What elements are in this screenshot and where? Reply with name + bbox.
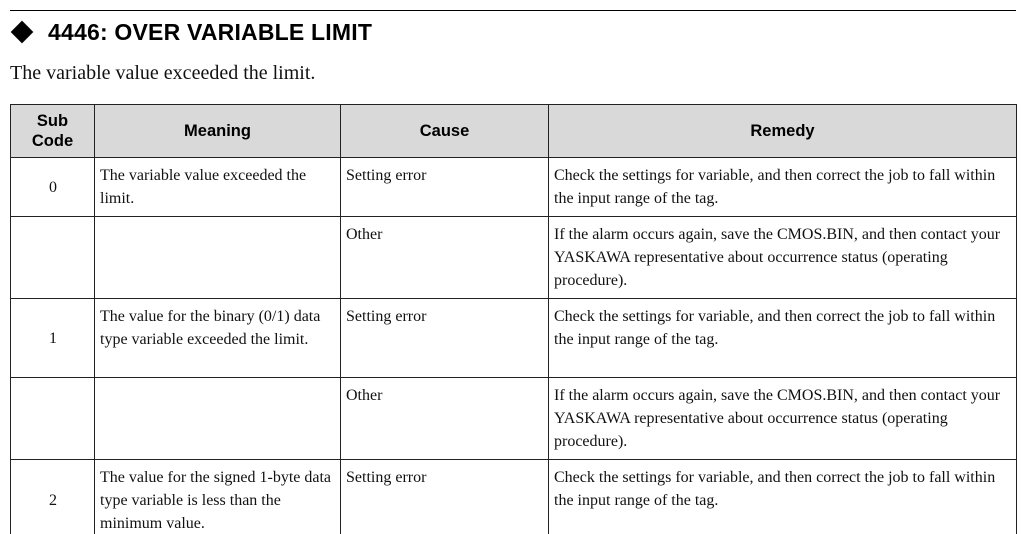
cause-cell: Setting error — [341, 460, 549, 534]
table-row — [11, 460, 1017, 534]
meaning-cell: The value for the binary (0/1) data type variable exceeded the limit. — [95, 299, 341, 378]
table-row — [11, 158, 1017, 217]
sub-code-cell: 2 — [11, 460, 95, 534]
cause-cell: Setting error — [341, 299, 549, 378]
meaning-cell — [95, 378, 341, 460]
meaning-cell: The variable value exceeded the limit. — [95, 158, 341, 217]
sub-code-cell: 1 — [11, 299, 95, 378]
top-rule — [10, 10, 1016, 11]
header-remedy: Remedy — [549, 105, 1017, 158]
table-body — [11, 158, 1017, 534]
alarm-title: 4446: OVER VARIABLE LIMIT — [48, 18, 373, 45]
header-row — [11, 105, 1017, 158]
alarm-table — [10, 104, 1017, 534]
section-heading — [10, 17, 372, 47]
sub-code-cell — [11, 378, 95, 460]
cause-cell: Setting error — [341, 158, 549, 217]
meaning-cell: The value for the signed 1-byte data type variable is less than the minimum value. — [95, 460, 341, 534]
meaning-cell — [95, 217, 341, 299]
diamond-bullet-icon — [11, 21, 34, 44]
table-row — [11, 299, 1017, 378]
header-sub-code: Sub Code — [11, 105, 95, 158]
table-row — [11, 378, 1017, 460]
header-cause: Cause — [341, 105, 549, 158]
remedy-cell: Check the settings for variable, and then correct the job to fall within the input range of the tag. — [549, 158, 1017, 217]
remedy-cell: If the alarm occurs again, save the CMOS.BIN, and then contact your YASKAWA representative about occurrence status (operating procedure). — [549, 217, 1017, 299]
sub-code-cell — [11, 217, 95, 299]
header-meaning: Meaning — [95, 105, 341, 158]
cause-cell: Other — [341, 217, 549, 299]
remedy-cell: If the alarm occurs again, save the CMOS.BIN, and then contact your YASKAWA representative about occurrence status (operating procedure). — [549, 378, 1017, 460]
remedy-cell: Check the settings for variable, and then correct the job to fall within the input range of the tag. — [549, 460, 1017, 534]
table-header — [11, 105, 1017, 158]
table-row — [11, 217, 1017, 299]
sub-code-cell: 0 — [11, 158, 95, 217]
cause-cell: Other — [341, 378, 549, 460]
remedy-cell: Check the settings for variable, and then correct the job to fall within the input range of the tag. — [549, 299, 1017, 378]
alarm-description: The variable value exceeded the limit. — [10, 62, 316, 84]
